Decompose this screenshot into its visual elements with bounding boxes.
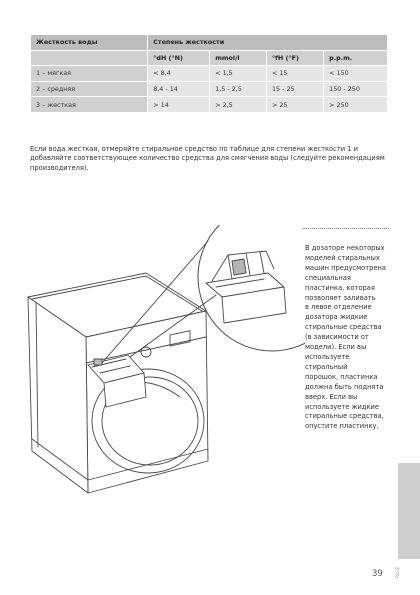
row-label: 3 – жесткая [31,97,148,113]
note-line: стиральные средства, [305,412,384,421]
note-line: машин предусмотрена [305,263,386,272]
drawer-detail-closeup [206,251,286,323]
table-cell: 1,5 - 2,5 [210,81,267,97]
table-cell: > 2,5 [210,97,267,113]
water-hardness-table [30,34,388,113]
table-cell: > 250 [324,97,388,113]
table-cell: > 14 [148,97,210,113]
intro-paragraph: Если вода жесткая, отмеряйте стиральное средство по таблице для степени жесткости 1 и добавляйте соответствующее количество средства для смягчения воды (следуйте рекомендациям производителя). [30,145,385,172]
note-line: позволяет заливать [305,293,376,302]
unit-fh: °fH (°F) [266,50,323,66]
unit-ppm: p.p.m. [324,50,388,66]
page-number: 39 [372,569,383,579]
note-line: должна быть поднята [305,382,384,391]
unit-mmol: mmol/l [210,50,267,66]
table-cell: 150 - 250 [324,81,388,97]
table-header-row [31,35,388,51]
table-units-row [31,50,388,66]
note-divider [303,228,389,229]
note-line: порошок, пластинка [305,372,378,381]
table-cell: < 15 [266,66,323,82]
note-line: (в зависимости от [305,333,369,342]
row-label: 2 – средняя [31,81,148,97]
note-line: В дозаторе некоторых [305,244,385,252]
note-line: опустите пластинку. [305,422,379,431]
table-row [31,97,388,113]
note-line: в левое отделение [305,303,372,312]
note-line: модели). Если вы [305,343,367,352]
note-line: специальная [305,273,351,282]
note-line: стиральные средства [305,323,382,332]
table-cell: 15 - 25 [266,81,323,97]
note-line: вверх. Если вы [305,392,358,401]
section-side-tab [398,463,420,559]
table-row [31,66,388,82]
note-line: используете жидкие [305,402,379,411]
header-hardness-degree: Степень жесткости [148,35,388,51]
note-line: используете стиральный [305,352,350,371]
table-cell: < 8,4 [148,66,210,82]
table-cell: > 25 [266,97,323,113]
side-note [305,244,393,432]
note-line: пластинка, которая [305,283,375,292]
units-blank-cell [31,50,148,66]
table-cell: < 1,5 [210,66,267,82]
note-line: дозатора жидкие [305,313,368,322]
table-cell: 8,4 - 14 [148,81,210,97]
washing-machine-illustration [20,225,305,510]
side-language-code: RU-Z [396,566,401,578]
table-row [31,81,388,97]
unit-dh: °dH (°N) [148,50,210,66]
note-line: моделей стиральных [305,253,380,262]
row-label: 1 – мягкая [31,66,148,82]
table-cell: < 150 [324,66,388,82]
header-water-hardness: Жесткость воды [31,35,148,51]
